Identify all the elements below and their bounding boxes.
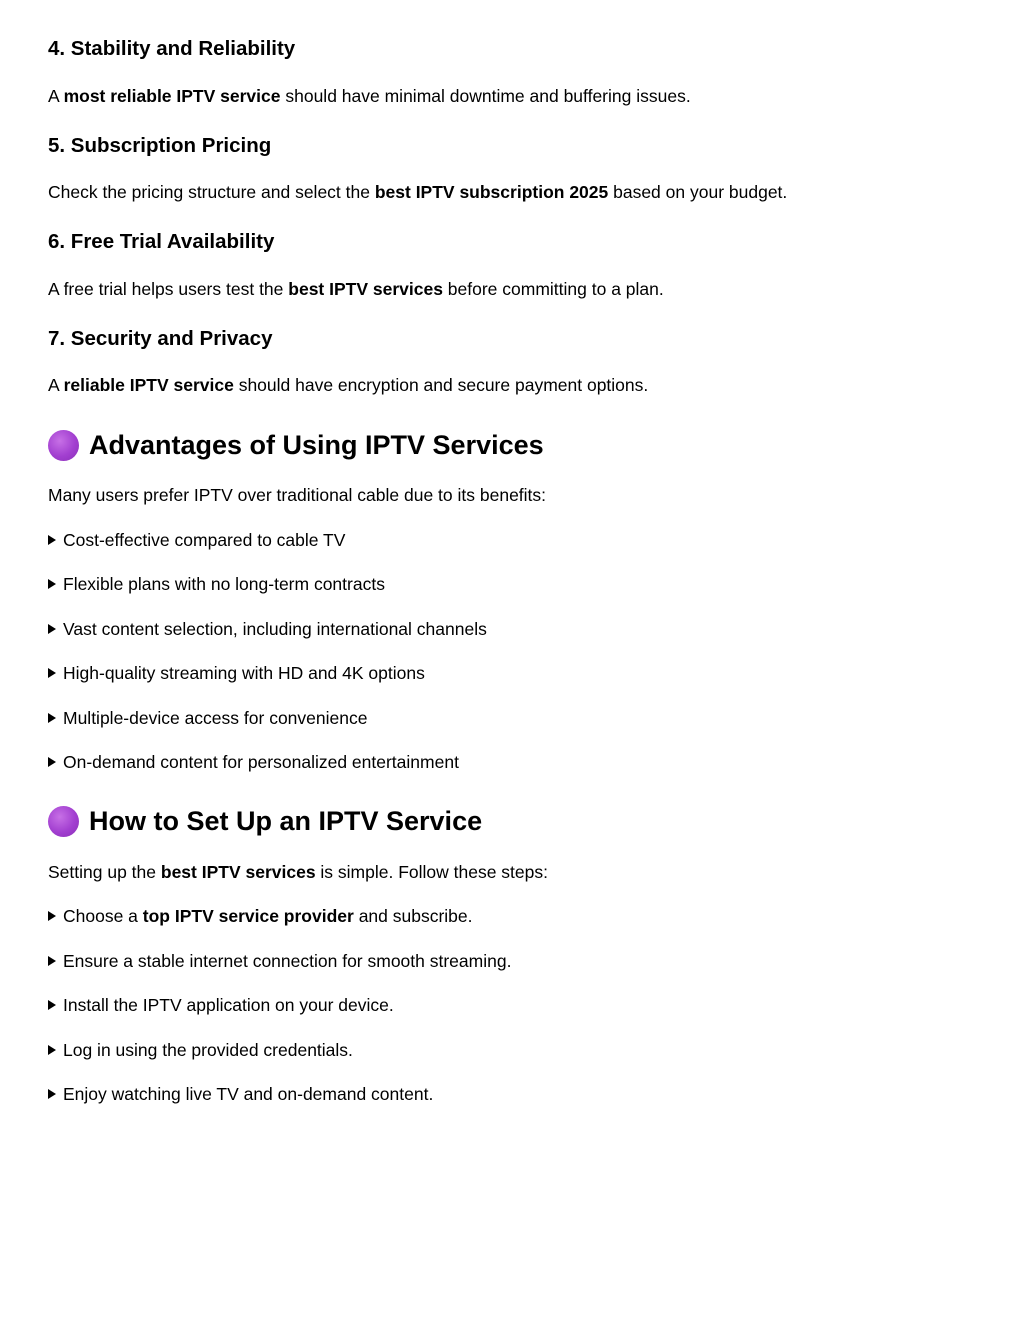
purple-circle-icon xyxy=(48,430,79,461)
heading-setup-text: How to Set Up an IPTV Service xyxy=(89,806,483,836)
heading-setup xyxy=(48,805,482,837)
triangle-bullet-icon xyxy=(48,624,56,634)
triangle-bullet-icon xyxy=(48,911,56,921)
list-item: On-demand content for personalized entertainment xyxy=(48,751,459,773)
list-item: Flexible plans with no long-term contracts xyxy=(48,573,385,595)
list-item: Choose a top IPTV service provider and subscribe. xyxy=(48,905,473,927)
list-item: Cost-effective compared to cable TV xyxy=(48,529,345,551)
paragraph-security: A reliable IPTV service should have encryption and secure payment options. xyxy=(48,375,649,395)
triangle-bullet-icon xyxy=(48,1045,56,1055)
list-item: High-quality streaming with HD and 4K options xyxy=(48,662,425,684)
list-item: Multiple-device access for convenience xyxy=(48,707,367,729)
triangle-bullet-icon xyxy=(48,668,56,678)
heading-advantages xyxy=(48,429,544,461)
triangle-bullet-icon xyxy=(48,1000,56,1010)
triangle-bullet-icon xyxy=(48,956,56,966)
paragraph-stability: A most reliable IPTV service should have minimal downtime and buffering issues. xyxy=(48,86,691,106)
list-item: Enjoy watching live TV and on-demand content. xyxy=(48,1083,433,1105)
paragraph-setup-intro: Setting up the best IPTV services is simple. Follow these steps: xyxy=(48,862,548,882)
list-item: Vast content selection, including international channels xyxy=(48,618,487,640)
paragraph-advantages-intro: Many users prefer IPTV over traditional cable due to its benefits: xyxy=(48,485,547,505)
triangle-bullet-icon xyxy=(48,713,56,723)
paragraph-free-trial: A free trial helps users test the best IPTV services before committing to a plan. xyxy=(48,279,664,299)
triangle-bullet-icon xyxy=(48,757,56,767)
list-item: Ensure a stable internet connection for smooth streaming. xyxy=(48,950,511,972)
triangle-bullet-icon xyxy=(48,1089,56,1099)
heading-advantages-text: Advantages of Using IPTV Services xyxy=(89,430,544,460)
heading-security: 7. Security and Privacy xyxy=(48,327,273,350)
triangle-bullet-icon xyxy=(48,579,56,589)
paragraph-pricing: Check the pricing structure and select the best IPTV subscription 2025 based on your budget. xyxy=(48,182,788,202)
purple-circle-icon xyxy=(48,806,79,837)
heading-pricing: 5. Subscription Pricing xyxy=(48,134,272,157)
triangle-bullet-icon xyxy=(48,535,56,545)
list-item: Install the IPTV application on your device. xyxy=(48,994,394,1016)
list-item: Log in using the provided credentials. xyxy=(48,1039,353,1061)
heading-free-trial: 6. Free Trial Availability xyxy=(48,230,275,253)
heading-stability: 4. Stability and Reliability xyxy=(48,37,296,60)
